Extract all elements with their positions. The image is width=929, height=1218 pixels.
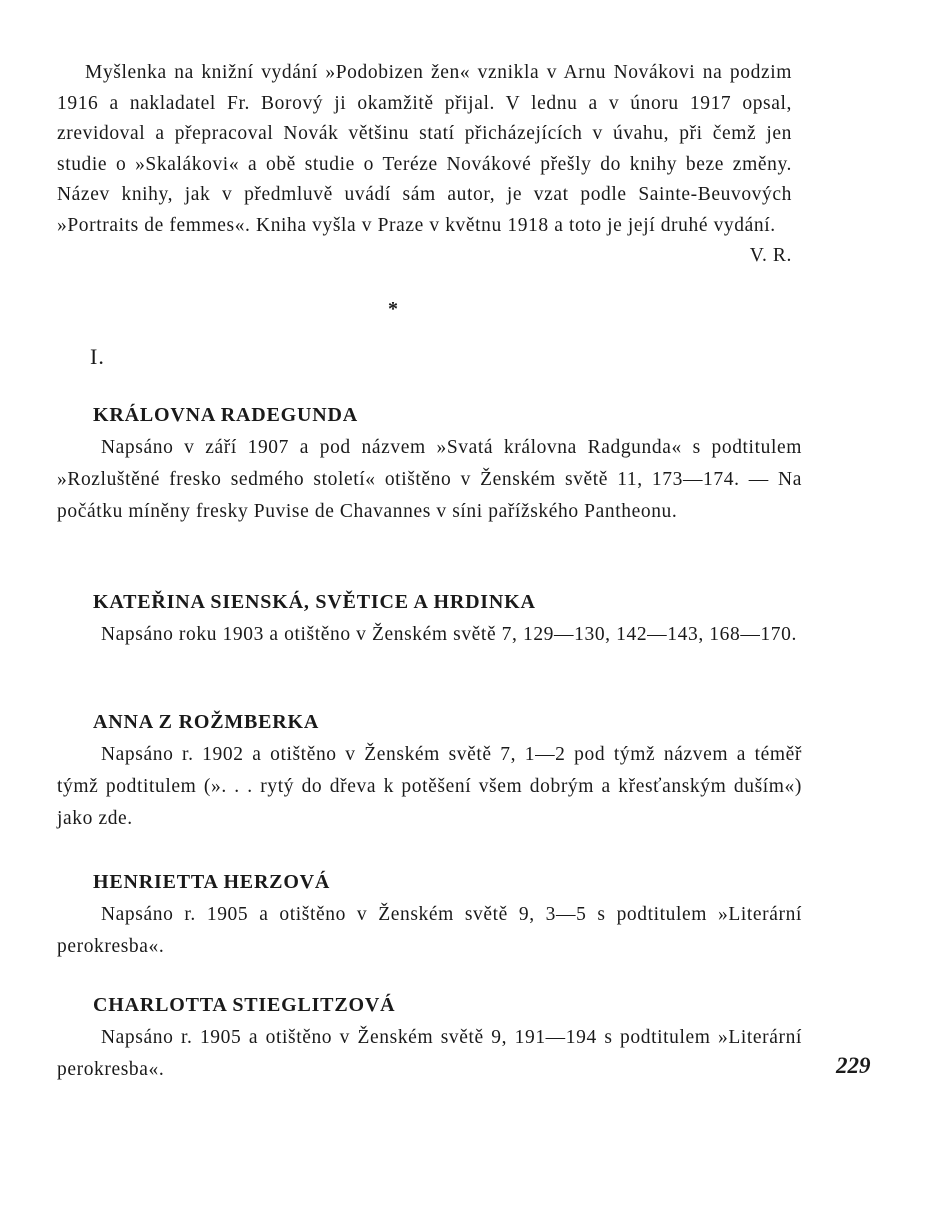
entry-body: Napsáno r. 1905 a otištěno v Ženském světě 9, 3—5 s podtitulem »Literární perokresba«. [57, 904, 802, 957]
entry-title: HENRIETTA HERZOVÁ [93, 871, 331, 893]
entry-title: KATEŘINA SIENSKÁ, SVĚTICE A HRDINKA [93, 591, 536, 613]
editorial-note-text: Myšlenka na knižní vydání »Podobizen žen« vznikla v Arnu Novákovi na podzim 1916 a nakladatel Fr. Borový ji okamžitě přijal. V lednu a v únoru 1917 opsal, zrevidoval a přepracoval Novák většinu statí přicházejících v úvahu, při čemž jen studie o »Skalákovi« a obě studie o Teréze Novákové přešly do knihy beze změny. Název knihy, jak v předmluvě uvádí sám autor, je vzat podle Sainte-Beuvových »Portraits de femmes«. Kniha vyšla v Praze v květnu 1918 a toto je její druhé vydání. [57, 62, 792, 236]
note-entry-charlotta [57, 990, 802, 1086]
note-entry-henrietta [57, 867, 802, 963]
entry-body: Napsáno v září 1907 a pod názvem »Svatá královna Radgunda« s podtitulem »Rozluštěné fresko sedmého století« otištěno v Ženském světě 11, 173—174. — Na počátku míněny fresky Puvise de Chavannes v síni pařížského Pantheonu. [57, 437, 802, 522]
note-entry-radegunda [57, 400, 802, 528]
note-entry-katerina [57, 587, 802, 651]
editorial-note [57, 58, 792, 272]
entry-body: Napsáno r. 1902 a otištěno v Ženském světě 7, 1—2 pod týmž názvem a téměř týmž podtitulem (». . . rytý do dřeva k potěšení všem dobrým a křesťanským duším«) jako zde. [57, 744, 802, 829]
section-separator: * [388, 298, 398, 320]
entry-body: Napsáno roku 1903 a otištěno v Ženském světě 7, 129—130, 142—143, 168—170. [101, 624, 797, 645]
entry-title: CHARLOTTA STIEGLITZOVÁ [93, 994, 396, 1016]
editor-signature: V. R. [749, 245, 792, 266]
page-number: 229 [836, 1053, 871, 1078]
entry-title: KRÁLOVNA RADEGUNDA [93, 404, 358, 426]
section-number: I. [90, 344, 105, 369]
entry-body: Napsáno r. 1905 a otištěno v Ženském světě 9, 191—194 s podtitulem »Literární perokresba«. [57, 1027, 802, 1080]
note-entry-anna [57, 707, 802, 835]
entry-title: ANNA Z ROŽMBERKA [93, 711, 320, 733]
